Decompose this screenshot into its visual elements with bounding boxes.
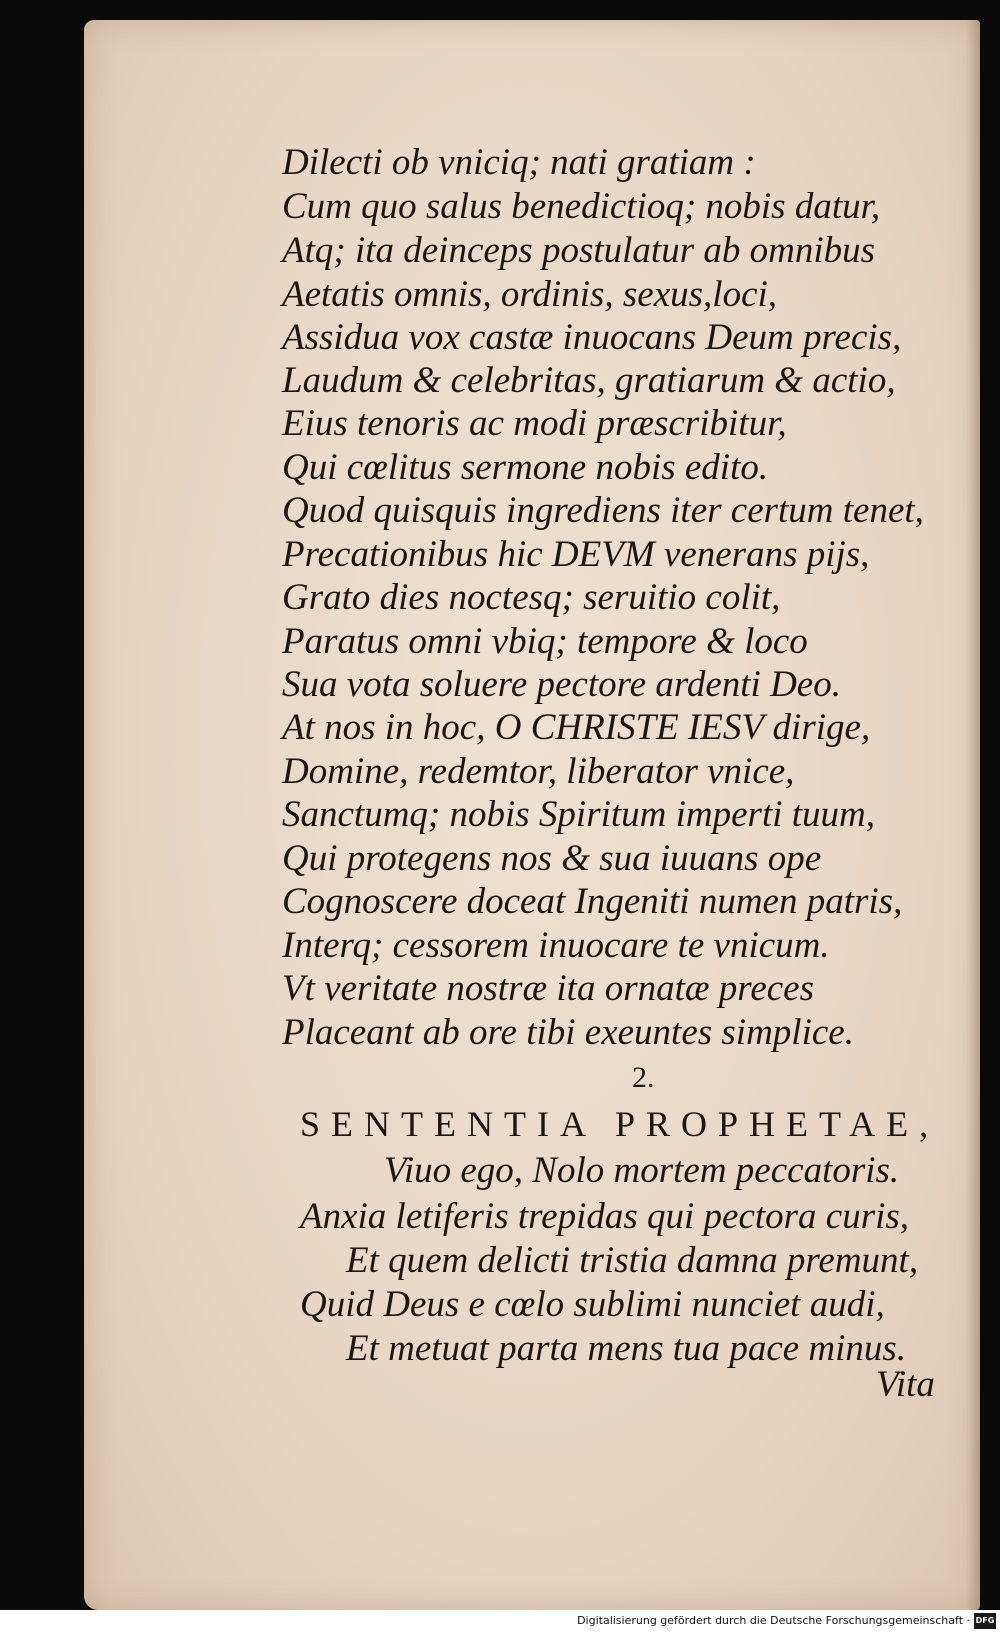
text-line: Qui cœlitus sermone nobis edito.	[282, 447, 769, 488]
text-line: Placeant ab ore tibi exeuntes simplice.	[282, 1012, 854, 1053]
text-line: Quod quisquis ingrediens iter certum tenet,	[282, 490, 924, 531]
text-line: Precationibus hic DEVM venerans pijs,	[282, 534, 870, 575]
text-line: Vt veritate nostræ ita ornatæ preces	[282, 968, 815, 1009]
text-line: Sua vota soluere pectore ardenti Deo.	[282, 664, 841, 705]
verse-line: Quid Deus e cœlo sublimi nunciet audi,	[300, 1284, 885, 1325]
page-text	[84, 20, 980, 1610]
catchword: Vita	[876, 1364, 935, 1405]
text-line: Laudum & celebritas, gratiarum & actio,	[282, 360, 896, 401]
text-line: Paratus omni vbiq; tempore & loco	[282, 621, 808, 662]
text-line: Sanctumq; nobis Spiritum imperti tuum,	[282, 794, 876, 835]
book-page	[84, 20, 980, 1610]
text-line: Eius tenoris ac modi præscribitur,	[282, 403, 787, 444]
verse-line: Et metuat parta mens tua pace minus.	[346, 1328, 907, 1369]
verse-line: Et quem delicti tristia damna premunt,	[346, 1240, 919, 1281]
footer-credit: Digitalisierung gefördert durch die Deutsche Forschungsgemeinschaft ·	[577, 1614, 970, 1627]
section-number: 2.	[632, 1061, 655, 1094]
verse-line: Anxia letiferis trepidas qui pectora curis,	[300, 1196, 910, 1237]
text-line: Qui protegens nos & sua iuuans ope	[282, 838, 822, 879]
text-line: Domine, redemtor, liberator vnice,	[282, 751, 795, 792]
section-heading: SENTENTIA PROPHETAE,	[300, 1104, 940, 1144]
text-line: Cum quo salus benedictioq; nobis datur,	[282, 186, 881, 227]
dfg-logo-icon: DFG	[974, 1613, 996, 1629]
text-line: Assidua vox castæ inuocans Deum precis,	[282, 317, 902, 358]
section-subheading: Viuo ego, Nolo mortem peccatoris.	[384, 1150, 900, 1191]
text-line: Dilecti ob vniciq; nati gratiam :	[282, 142, 756, 183]
text-line: Aetatis omnis, ordinis, sexus,loci,	[282, 274, 778, 315]
text-line: At nos in hoc, O CHRISTE IESV dirige,	[282, 707, 871, 748]
text-line: Atq; ita deinceps postulatur ab omnibus	[282, 230, 875, 271]
digitization-footer	[0, 1610, 1000, 1632]
text-line: Grato dies noctesq; seruitio colit,	[282, 577, 781, 618]
text-line: Interq; cessorem inuocare te vnicum.	[282, 925, 830, 966]
text-line: Cognoscere doceat Ingeniti numen patris,	[282, 881, 903, 922]
